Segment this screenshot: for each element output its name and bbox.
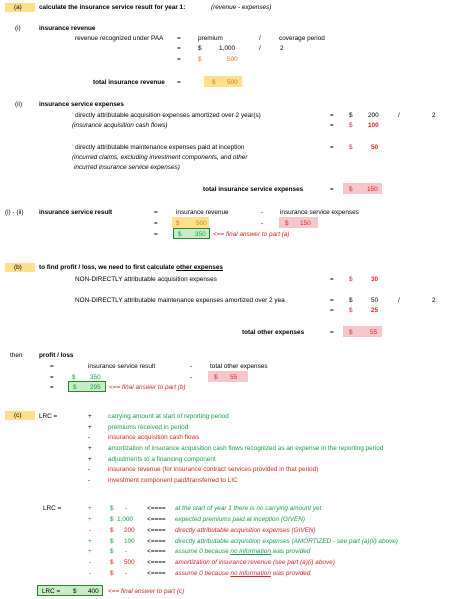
rev-period-val: 2 <box>280 45 284 52</box>
exp-title: insurance service expenses <box>39 101 124 108</box>
other-line2-val: 50 <box>371 297 379 304</box>
lrc-item: insurance revenue (for insurance contract services provided in that period) <box>108 466 319 473</box>
lrc-calc-val: - <box>125 570 128 577</box>
pl-v2-cur: $ <box>214 374 218 381</box>
lrc-calc-note: directly attributable acquisition expenses (AMORTIZED - see part (a)(ii) above) <box>175 538 398 545</box>
other-line2-div: 2 <box>432 297 436 304</box>
pl-note: <== final answer to part (b) <box>109 384 186 391</box>
lrc-calc-note: at the start of year 1 there is no carrying amount yet <box>175 505 322 512</box>
rev-slash-2: / <box>259 45 261 52</box>
other-total-val: 55 <box>370 329 378 336</box>
exp-line1-sub: (insurance acquisition cash flows) <box>72 122 168 129</box>
lrc-calc-note <box>175 570 310 578</box>
lrc-item: insurance acquisition cash flows <box>108 434 200 441</box>
exp-slash: / <box>398 112 400 119</box>
lrc-calc-val: 1,000 <box>117 516 133 523</box>
exp-line1-div: 2 <box>432 112 436 119</box>
lrc-calc-note <box>175 548 310 556</box>
isr-v1-cur: $ <box>176 220 180 227</box>
lrc-calc-arrow: <==== <box>147 505 166 512</box>
pl-then: then <box>10 352 23 359</box>
heading-a: calculate the insurance service result for year 1: <box>39 4 186 11</box>
rev-eq-2: = <box>177 45 181 52</box>
lrc-calc-cur: $ <box>110 570 114 577</box>
other-cur-1: $ <box>349 276 353 283</box>
other-eq-4: = <box>330 329 334 336</box>
lrc-calc-arrow: <==== <box>147 538 166 545</box>
exp-eq-2: = <box>330 122 334 129</box>
isr-result-cur: $ <box>178 231 182 238</box>
lrc-calc-label: LRC = <box>43 505 62 512</box>
lrc-calc-cur: $ <box>110 516 114 523</box>
lrc-calc-arrow: <==== <box>147 570 166 577</box>
pl-col1: insurance service result <box>88 363 156 370</box>
rev-slash: / <box>259 35 261 42</box>
rev-total-label: total insurance revenue <box>93 79 165 86</box>
lrc-calc-cur: $ <box>110 548 114 555</box>
isr-eq-3: = <box>154 231 158 238</box>
lrc-item: carrying amount at start of reporting period <box>108 413 229 420</box>
exp-num: (ii) <box>15 101 23 108</box>
exp-total-label: total insurance service expenses <box>203 186 304 193</box>
lrc-calc-note: expected premiums paid at inception (GIVEN) <box>175 516 306 523</box>
lrc-item-sign: - <box>88 434 91 441</box>
lrc-final-cur: $ <box>73 588 77 595</box>
isr-minus-2: - <box>261 220 264 227</box>
lrc-calc-note-pre: assume 0 because <box>175 548 231 555</box>
lrc-calc-arrow: <==== <box>147 527 166 534</box>
pl-eq-2: = <box>50 374 54 381</box>
heading-a-hint: (revenue - expenses) <box>211 4 272 11</box>
lrc-calc-arrow: <==== <box>147 548 166 555</box>
lrc-calc-arrow: <==== <box>147 559 166 566</box>
badge-c: (c) <box>14 412 22 419</box>
isr-title: insurance service result <box>39 209 113 216</box>
exp-line1: directly attributable acquisition expenses amortized over 2 year(s) <box>75 112 261 119</box>
pl-minus-1: - <box>190 363 193 370</box>
lrc-calc-cur: $ <box>110 527 114 534</box>
isr-eq-1: = <box>154 209 158 216</box>
other-line2-res: 25 <box>371 307 379 314</box>
isr-note: <== final answer to part (a) <box>213 231 290 238</box>
rev-num: (i) <box>15 25 21 32</box>
lrc-calc-cur: $ <box>110 559 114 566</box>
rev-eq-1: = <box>177 35 181 42</box>
badge-a: (a) <box>14 4 22 11</box>
lrc-final-note: <== final answer to part (c) <box>108 588 185 595</box>
other-eq-3: = <box>330 307 334 314</box>
lrc-calc-sign: - <box>89 559 92 566</box>
isr-num: (i) - (ii) <box>5 209 24 216</box>
rev-col-period: coverage period <box>279 35 325 42</box>
lrc-item-sign: + <box>88 456 92 463</box>
rev-eq-4: = <box>177 79 181 86</box>
lrc-calc-note-post: was provided <box>270 570 311 577</box>
exp-eq-4: = <box>330 186 334 193</box>
lrc-calc-val: 200 <box>124 527 135 534</box>
lrc-calc-note-underlined: no information <box>230 570 271 577</box>
lrc-calc-cur: $ <box>110 538 114 545</box>
exp-cur-3: $ <box>349 144 353 151</box>
isr-v2-cur: $ <box>285 220 289 227</box>
heading-b-pre: to find profit / loss, we need to first calculate <box>39 264 177 271</box>
other-total-label: total other expenses <box>242 329 305 336</box>
exp-total-val: 150 <box>367 186 378 193</box>
lrc-final-val: 400 <box>88 588 99 595</box>
lrc-calc-sign: - <box>89 570 92 577</box>
lrc-item: investment component paid/transferred to LIC <box>108 477 238 484</box>
lrc-item-sign: + <box>88 413 92 420</box>
lrc-calc-val: 500 <box>124 559 135 566</box>
lrc-calc-note: amortization of insurance revenue (see part (a)(i) above) <box>175 559 335 566</box>
other-eq-2: = <box>330 297 334 304</box>
rev-result: 500 <box>227 56 238 63</box>
rev-label: revenue recognized under PAA <box>75 35 164 42</box>
exp-cur-1: $ <box>349 112 353 119</box>
rev-cur-2: $ <box>198 56 202 63</box>
lrc-calc-sign: + <box>88 505 92 512</box>
exp-line2: directly attributable maintenance expenses paid at inception <box>75 144 245 151</box>
isr-eq-2: = <box>154 220 158 227</box>
other-line1-val: 30 <box>371 276 379 283</box>
lrc-final-label: LRC = <box>42 588 61 595</box>
exp-line2-val: 50 <box>371 144 379 151</box>
lrc-calc-sign: + <box>88 548 92 555</box>
exp-line1-val: 200 <box>368 112 379 119</box>
lrc-item: premiums received in period <box>108 424 189 431</box>
exp-cur-2: $ <box>349 122 353 129</box>
pl-v1: 350 <box>90 374 101 381</box>
lrc-calc-note-post: was provided <box>270 548 311 555</box>
rev-total-val: 500 <box>227 79 238 86</box>
heading-b-underlined: other expenses <box>176 264 223 271</box>
lrc-calc-sign: - <box>89 527 92 534</box>
exp-total-cur: $ <box>349 186 353 193</box>
lrc-calc-sign: + <box>88 516 92 523</box>
lrc-calc-val: - <box>125 505 128 512</box>
rev-total-cur: $ <box>212 79 216 86</box>
lrc-item-sign: + <box>88 445 92 452</box>
other-slash: / <box>398 297 400 304</box>
exp-line1-res: 100 <box>368 122 379 129</box>
lrc-item: adjustments to a financing component <box>108 456 216 463</box>
isr-result: 350 <box>195 231 206 238</box>
pl-v1-cur: $ <box>72 374 76 381</box>
other-line2: NON-DIRECTLY attributable maintenance expenses amortized over 2 yea <box>75 297 285 304</box>
rev-title: insurance revenue <box>39 25 96 32</box>
rev-col-premium: premium <box>198 35 223 42</box>
other-cur-2: $ <box>349 297 353 304</box>
other-line1: NON-DIRECTLY attributable acquisition expenses <box>75 276 217 283</box>
exp-line2-sub1: (incurred claims, excluding investment components, and other <box>72 154 248 161</box>
lrc-item-sign: + <box>88 424 92 431</box>
pl-v2: 55 <box>230 374 238 381</box>
lrc-calc-arrow: <==== <box>147 516 166 523</box>
lrc-item: amortization of insurance acquisition cash flows recognized as an expense in the reporting period <box>108 445 384 452</box>
lrc-label: LRC = <box>39 413 58 420</box>
pl-eq-3: = <box>50 384 54 391</box>
lrc-calc-note: directly attributable acquisition expenses (GIVEN) <box>175 527 316 534</box>
pl-eq-1: = <box>50 363 54 370</box>
pl-result-cur: $ <box>73 384 77 391</box>
exp-eq-3: = <box>330 144 334 151</box>
lrc-calc-sign: + <box>88 538 92 545</box>
lrc-item-sign: - <box>88 477 91 484</box>
lrc-calc-cur: $ <box>110 505 114 512</box>
lrc-calc-note-pre: assume 0 because <box>175 570 231 577</box>
pl-result: 295 <box>90 384 101 391</box>
rev-eq-3: = <box>177 56 181 63</box>
badge-b: (b) <box>14 264 22 271</box>
lrc-item-sign: - <box>88 466 91 473</box>
pl-minus-2: - <box>190 374 193 381</box>
isr-col2: insurance service expenses <box>280 209 359 216</box>
rev-cur-1: $ <box>198 45 202 52</box>
lrc-calc-val: 100 <box>124 538 135 545</box>
lrc-calc-val: - <box>125 548 128 555</box>
other-eq-1: = <box>330 276 334 283</box>
rev-premium-val: 1,000 <box>219 45 235 52</box>
isr-minus-1: - <box>261 209 264 216</box>
isr-v2: 150 <box>300 220 311 227</box>
heading-b <box>39 264 223 272</box>
pl-col2: total other expenses <box>210 363 268 370</box>
pl-title: profit / loss <box>39 352 74 359</box>
other-cur-3: $ <box>349 307 353 314</box>
other-total-cur: $ <box>349 329 353 336</box>
lrc-calc-note-underlined: no information <box>230 548 271 555</box>
isr-v1: 500 <box>196 220 207 227</box>
exp-eq-1: = <box>330 112 334 119</box>
exp-line2-sub2: incurred insurance service expenses) <box>74 164 180 171</box>
isr-col1: insurance revenue <box>176 209 229 216</box>
